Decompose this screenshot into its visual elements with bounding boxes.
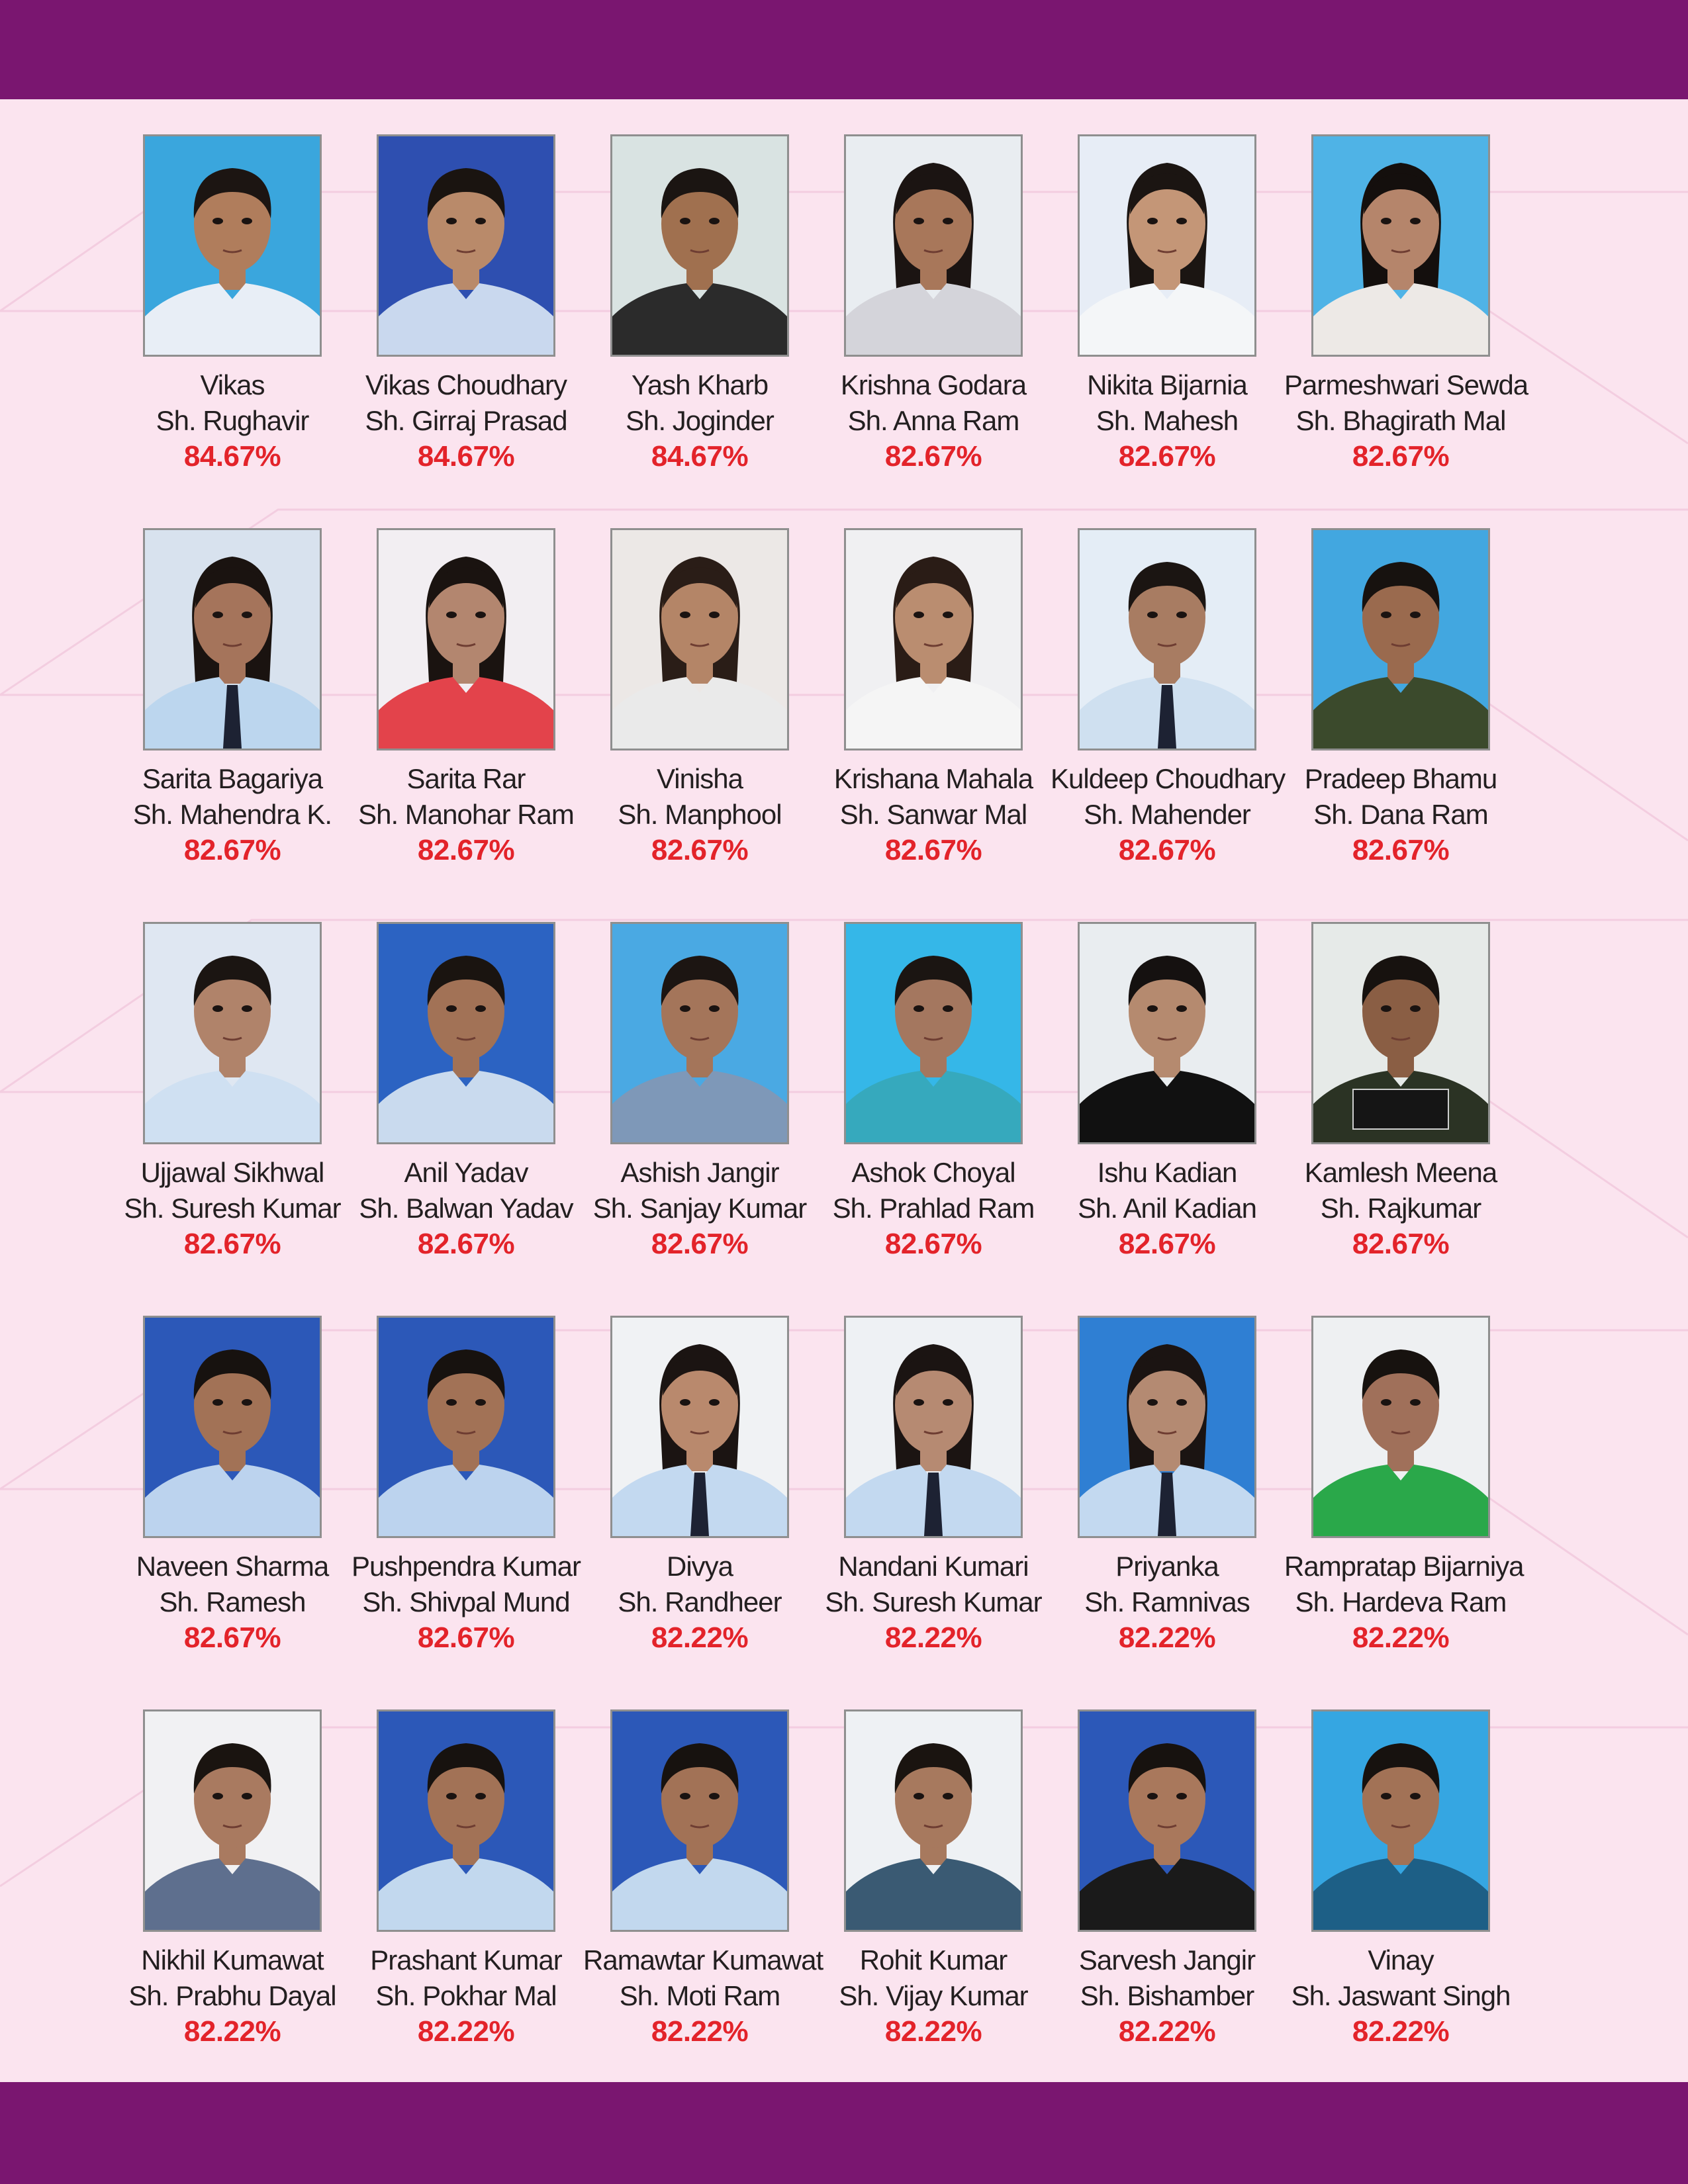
score-percentage: 82.67% xyxy=(417,1621,515,1654)
student-photo xyxy=(377,528,555,751)
student-name: Krishana Mahala xyxy=(833,763,1033,794)
student-name: Yash Kharb xyxy=(631,369,769,400)
score-percentage: 82.22% xyxy=(651,2015,749,2048)
score-percentage: 82.67% xyxy=(183,1621,281,1654)
student-name: Sarvesh Jangir xyxy=(1078,1944,1256,1976)
student-name: Nandani Kumari xyxy=(838,1551,1029,1582)
score-percentage: 82.22% xyxy=(417,2015,515,2048)
score-percentage: 82.22% xyxy=(884,1621,982,1654)
student-card xyxy=(583,134,816,475)
parent-name: Sh. Suresh Kumar xyxy=(825,1586,1042,1617)
student-photo xyxy=(1311,1709,1490,1932)
student-name: Nikita Bijarnia xyxy=(1087,369,1247,400)
student-card xyxy=(350,134,583,475)
parent-name: Sh. Mahendra K. xyxy=(132,799,332,830)
student-name: Krishna Godara xyxy=(840,369,1027,400)
student-card xyxy=(1284,1316,1524,1656)
score-percentage: 82.22% xyxy=(1118,1621,1216,1654)
score-percentage: 84.67% xyxy=(183,440,281,473)
student-photo xyxy=(377,134,555,357)
student-card xyxy=(1051,134,1284,475)
score-percentage: 82.22% xyxy=(183,2015,281,2048)
score-percentage: 82.67% xyxy=(183,834,281,866)
parent-name: Sh. Hardeva Ram xyxy=(1295,1586,1507,1617)
score-percentage: 82.22% xyxy=(1352,2015,1450,2048)
student-card xyxy=(1051,1709,1284,2050)
student-photo xyxy=(844,134,1023,357)
student-photo xyxy=(143,1316,322,1538)
student-photo xyxy=(1078,528,1256,751)
parent-name: Sh. Anil Kadian xyxy=(1078,1193,1256,1224)
student-grid xyxy=(0,132,1688,2052)
student-name: Ujjawal Sikhwal xyxy=(140,1157,324,1188)
student-name: Sarita Bagariya xyxy=(142,763,323,794)
parent-name: Sh. Vijay Kumar xyxy=(839,1980,1028,2011)
parent-name: Sh. Ramesh xyxy=(159,1586,306,1617)
student-card xyxy=(1051,528,1284,868)
parent-name: Sh. Bishamber xyxy=(1080,1980,1254,2011)
student-card xyxy=(817,1709,1050,2050)
student-photo xyxy=(844,922,1023,1144)
score-percentage: 82.22% xyxy=(651,1621,749,1654)
parent-name: Sh. Moti Ram xyxy=(619,1980,780,2011)
student-card xyxy=(116,922,349,1262)
parent-name: Sh. Girraj Prasad xyxy=(365,405,567,436)
score-percentage: 84.67% xyxy=(417,440,515,473)
parent-name: Sh. Manohar Ram xyxy=(358,799,574,830)
student-name: Ishu Kadian xyxy=(1097,1157,1237,1188)
student-card xyxy=(583,1709,823,2050)
score-percentage: 82.67% xyxy=(417,834,515,866)
bottom-band xyxy=(0,2082,1688,2184)
score-percentage: 82.22% xyxy=(1352,1621,1450,1654)
student-card xyxy=(1284,134,1528,475)
student-name: Ashok Choyal xyxy=(851,1157,1015,1188)
student-photo xyxy=(844,1709,1023,1932)
score-percentage: 82.67% xyxy=(884,834,982,866)
student-card xyxy=(1051,1316,1284,1656)
parent-name: Sh. Sanwar Mal xyxy=(839,799,1027,830)
parent-name: Sh. Dana Ram xyxy=(1313,799,1488,830)
student-name: Nikhil Kumawat xyxy=(141,1944,324,1976)
student-photo xyxy=(1311,134,1490,357)
score-percentage: 82.67% xyxy=(884,1228,982,1260)
student-card xyxy=(350,1709,583,2050)
student-card xyxy=(583,1316,816,1656)
student-name: Ramawtar Kumawat xyxy=(583,1944,823,1976)
student-card xyxy=(1284,1709,1517,2050)
parent-name: Sh. Pokhar Mal xyxy=(375,1980,557,2011)
score-percentage: 82.67% xyxy=(651,1228,749,1260)
student-card xyxy=(350,528,583,868)
student-photo xyxy=(1311,922,1490,1144)
student-photo xyxy=(844,1316,1023,1538)
student-card xyxy=(1051,922,1284,1262)
parent-name: Sh. Ramnivas xyxy=(1084,1586,1250,1617)
parent-name: Sh. Mahender xyxy=(1084,799,1250,830)
parent-name: Sh. Mahesh xyxy=(1096,405,1239,436)
student-name: Anil Yadav xyxy=(404,1157,528,1188)
score-percentage: 82.67% xyxy=(651,834,749,866)
student-photo xyxy=(377,922,555,1144)
student-photo xyxy=(610,922,789,1144)
score-percentage: 82.67% xyxy=(1118,1228,1216,1260)
student-card xyxy=(1284,922,1517,1262)
student-name: Kamlesh Meena xyxy=(1304,1157,1497,1188)
score-percentage: 82.67% xyxy=(183,1228,281,1260)
student-photo xyxy=(1078,922,1256,1144)
student-photo xyxy=(610,1709,789,1932)
student-photo xyxy=(1078,1316,1256,1538)
parent-name: Sh. Rughavir xyxy=(156,405,309,436)
student-card xyxy=(817,1316,1050,1656)
parent-name: Sh. Randheer xyxy=(618,1586,782,1617)
student-card xyxy=(583,922,816,1262)
student-photo xyxy=(377,1709,555,1932)
score-percentage: 82.22% xyxy=(1118,2015,1216,2048)
student-card xyxy=(583,528,816,868)
parent-name: Sh. Manphool xyxy=(618,799,782,830)
student-name: Rohit Kumar xyxy=(859,1944,1008,1976)
student-photo xyxy=(143,922,322,1144)
student-name: Vinay xyxy=(1368,1944,1434,1976)
parent-name: Sh. Anna Ram xyxy=(847,405,1019,436)
student-name: Priyanka xyxy=(1115,1551,1219,1582)
student-photo xyxy=(1311,1316,1490,1538)
student-photo xyxy=(1078,1709,1256,1932)
student-name: Vinisha xyxy=(657,763,743,794)
student-card xyxy=(116,1316,349,1656)
student-card xyxy=(116,134,349,475)
student-photo xyxy=(610,1316,789,1538)
parent-name: Sh. Prahlad Ram xyxy=(832,1193,1035,1224)
student-name: Sarita Rar xyxy=(406,763,526,794)
parent-name: Sh. Balwan Yadav xyxy=(359,1193,573,1224)
student-name: Vikas xyxy=(200,369,265,400)
student-name: Vikas Choudhary xyxy=(365,369,567,400)
score-percentage: 82.67% xyxy=(1118,834,1216,866)
parent-name: Sh. Jaswant Singh xyxy=(1291,1980,1511,2011)
student-photo xyxy=(844,528,1023,751)
student-card xyxy=(817,528,1050,868)
parent-name: Sh. Joginder xyxy=(626,405,774,436)
student-name: Naveen Sharma xyxy=(136,1551,329,1582)
score-percentage: 82.22% xyxy=(884,2015,982,2048)
student-name: Parmeshwari Sewda xyxy=(1284,369,1528,400)
student-card xyxy=(817,134,1050,475)
student-card xyxy=(1284,528,1517,868)
student-card xyxy=(116,528,349,868)
student-photo xyxy=(610,134,789,357)
student-photo xyxy=(143,528,322,751)
student-name: Kuldeep Choudhary xyxy=(1051,763,1286,794)
student-name: Pradeep Bhamu xyxy=(1304,763,1497,794)
student-photo xyxy=(610,528,789,751)
student-photo xyxy=(377,1316,555,1538)
top-band xyxy=(0,0,1688,99)
student-photo xyxy=(1078,134,1256,357)
student-photo xyxy=(143,1709,322,1932)
student-card xyxy=(350,922,583,1262)
student-name: Divya xyxy=(666,1551,733,1582)
parent-name: Sh. Bhagirath Mal xyxy=(1295,405,1506,436)
student-photo xyxy=(1311,528,1490,751)
student-card xyxy=(350,1316,583,1656)
parent-name: Sh. Sanjay Kumar xyxy=(592,1193,807,1224)
parent-name: Sh. Suresh Kumar xyxy=(124,1193,341,1224)
parent-name: Sh. Rajkumar xyxy=(1320,1193,1481,1224)
student-name: Rampratap Bijarniya xyxy=(1284,1551,1524,1582)
score-percentage: 82.67% xyxy=(1352,440,1450,473)
parent-name: Sh. Shivpal Mund xyxy=(362,1586,570,1617)
student-name: Prashant Kumar xyxy=(370,1944,562,1976)
score-percentage: 84.67% xyxy=(651,440,749,473)
score-percentage: 82.67% xyxy=(1352,1228,1450,1260)
student-photo xyxy=(143,134,322,357)
student-name: Pushpendra Kumar xyxy=(352,1551,581,1582)
score-percentage: 82.67% xyxy=(417,1228,515,1260)
score-percentage: 82.67% xyxy=(1118,440,1216,473)
score-percentage: 82.67% xyxy=(884,440,982,473)
parent-name: Sh. Prabhu Dayal xyxy=(128,1980,336,2011)
student-name: Ashish Jangir xyxy=(620,1157,779,1188)
student-card xyxy=(116,1709,349,2050)
score-percentage: 82.67% xyxy=(1352,834,1450,866)
student-card xyxy=(817,922,1050,1262)
